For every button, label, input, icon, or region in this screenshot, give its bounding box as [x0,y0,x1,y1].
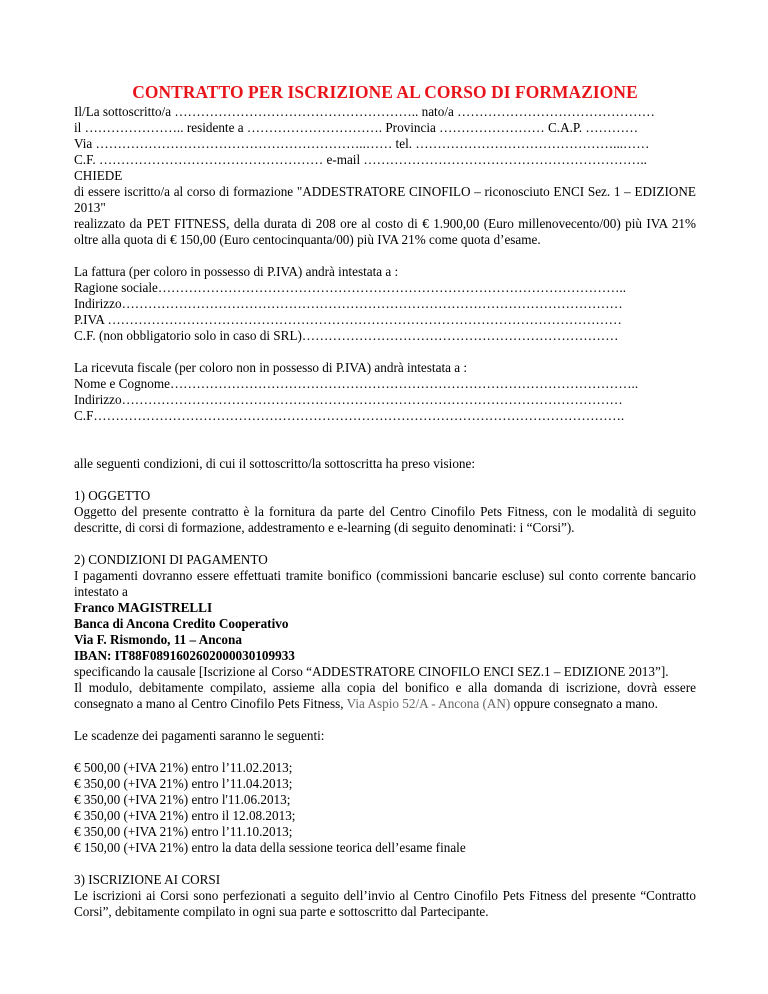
bank-name: Banca di Ancona Credito Cooperativo [74,616,289,631]
form-line-name: Il/La sottoscritto/a ……………………………………………….. nato/a ……………………………………… [74,104,655,119]
section-2-text: I pagamenti dovranno essere effettuati tramite bonifico (commissioni bancarie escluse) sul conto corrente bancario intestato a [74,568,696,599]
receipt-intro: La ricevuta fiscale (per coloro non in possesso di P.IVA) andrà intestata a : [74,360,468,375]
invoice-intro: La fattura (per coloro in possesso di P.IVA) andrà intestata a : [74,264,399,279]
receipt-line-cf: C.F…………………………………………………………………………………………………………. [74,408,625,423]
invoice-line-company: Ragione sociale…………………………………………………………………………………………….. [74,280,627,295]
section-2-heading: 2) CONDIZIONI DI PAGAMENTO [74,552,268,567]
invoice-line-cf: C.F. (non obbligatorio solo in caso di SRL)……………………………………………………………… [74,328,619,343]
form-line-address: Via ……………………………………………………..…… tel. ………………………………………...…… [74,136,650,151]
invoice-line-address: Indirizzo…………………………………………………………………………………………………… [74,296,623,311]
form-chiede: CHIEDE [74,168,123,183]
deadline-item: € 350,00 (+IVA 21%) entro l’11.04.2013; [74,776,293,791]
payment-causale: specificando la causale [Iscrizione al Corso “ADDESTRATORE CINOFILO ENCI SEZ.1 – EDIZIONE 2013”]. [74,664,669,679]
deadline-item: € 500,00 (+IVA 21%) entro l’11.02.2013; [74,760,293,775]
section-3-text: Le iscrizioni ai Corsi sono perfezionati a seguito dell’invio al Centro Cinofilo Pets Fitness del presente “Contratto Corsi”, debitamente compilato in ogni sua parte e sottoscritto dal Partecipante. [74,888,696,919]
payment-delivery-a: Il modulo, debitamente compilato, assieme alla copia del bonifico e alla domanda di iscrizione, dovrà essere consegnato a mano al Centro Cinofilo Pets Fitness, [74,680,696,711]
form-course-text: realizzato da PET FITNESS, della durata di 208 ore al costo di € 1.900,00 (Euro millenovecento/00) più IVA 21% oltre alla quota di € 150,00 (Euro centocinquanta/00) più IVA 21% come quota d’esame. [74,216,696,247]
section-3-heading: 3) ISCRIZIONE AI CORSI [74,872,221,887]
section-1-heading: 1) OGGETTO [74,488,151,503]
form-line-birth: il ………………….. residente a …………………………. Provincia …………………… C.A.P. ………… [74,120,639,135]
deadline-item: € 350,00 (+IVA 21%) entro il 12.08.2013; [74,808,296,823]
centre-address: Via Aspio 52/A - Ancona (AN) [346,696,511,711]
payment-delivery-b: oppure consegnato a mano. [510,696,658,711]
deadline-item: € 150,00 (+IVA 21%) entro la data della sessione teorica dell’esame finale [74,840,466,855]
contract-title: CONTRATTO PER ISCRIZIONE AL CORSO DI FORMAZIONE [132,82,638,102]
section-1-text: Oggetto del presente contratto è la fornitura da parte del Centro Cinofilo Pets Fitness, con le modalità di seguito descritte, di corsi di formazione, addestramento e e-learning (di seguito denominati: i “Corsi”). [74,504,696,535]
form-request-text: di essere iscritto/a al corso di formazione "ADDESTRATORE CINOFILO – riconosciuto ENCI Sez. 1 – EDIZIONE 2013" [74,184,696,215]
bank-iban: IBAN: IT88F0891602602000030109933 [74,648,295,663]
invoice-line-piva: P.IVA ……………………………………………………………………………………………………… [74,312,622,327]
payment-delivery [74,680,696,712]
deadline-item: € 350,00 (+IVA 21%) entro l’11.10.2013; [74,824,293,839]
deadlines-intro: Le scadenze dei pagamenti saranno le seguenti: [74,728,325,743]
bank-beneficiary: Franco MAGISTRELLI [74,600,213,615]
receipt-line-address: Indirizzo…………………………………………………………………………………………………… [74,392,623,407]
form-line-cf-email: C.F. …………………………………………… e-mail ……………………………………………………….. [74,152,647,167]
conditions-intro: alle seguenti condizioni, di cui il sottoscritto/la sottoscritta ha preso visione: [74,456,476,471]
receipt-line-name: Nome e Cognome…………………………………………………………………………………………….. [74,376,639,391]
deadline-item: € 350,00 (+IVA 21%) entro l'11.06.2013; [74,792,291,807]
bank-address: Via F. Rismondo, 11 – Ancona [74,632,242,647]
contract-page [74,82,696,920]
